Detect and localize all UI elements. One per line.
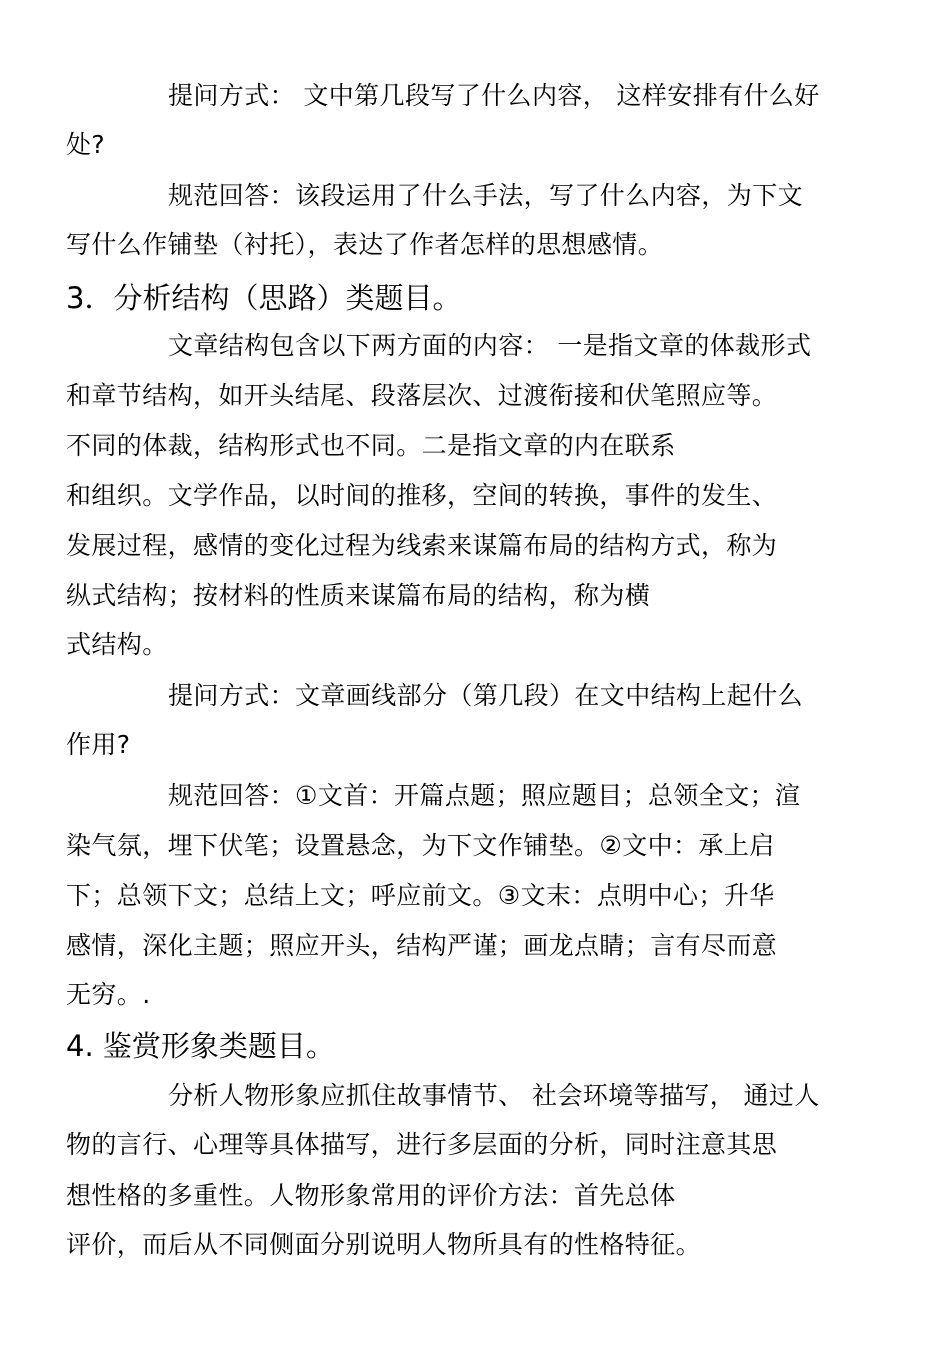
structure-paragraph-line-2: 和章节结构，如开头结尾、段落层次、过渡衔接和伏笔照应等。: [66, 381, 778, 410]
structure-question-line-1: 提问方式：文章画线部分（第几段）在文中结构上起什么: [168, 681, 804, 710]
standard-answer-line-2: 写什么作铺垫（衬托），表达了作者怎样的思想感情。: [66, 230, 664, 259]
structure-paragraph-line-3: 不同的体裁，结构形式也不同。二是指文章的内在联系: [66, 431, 676, 460]
standard-answer-line-1: 规范回答：该段运用了什么手法，写了什么内容，为下文: [168, 181, 804, 210]
structure-answer-line-5: 无穷。.: [66, 980, 151, 1009]
question-method-line-1: 提问方式： 文中第几段写了什么内容， 这样安排有什么好: [168, 81, 820, 110]
structure-paragraph-line-5: 发展过程，感情的变化过程为线索来谋篇布局的结构方式，称为: [66, 531, 778, 560]
image-paragraph-line-3: 想性格的多重性。人物形象常用的评价方法：首先总体: [66, 1181, 676, 1210]
section-heading-3: 3．分析结构（思路）类题目。: [66, 281, 462, 315]
structure-answer-line-1: 规范回答：①文首：开篇点题；照应题目；总领全文；渲: [168, 781, 801, 810]
question-method-line-2: 处?: [66, 130, 106, 159]
image-paragraph-line-1: 分析人物形象应抓住故事情节、 社会环境等描写， 通过人: [168, 1081, 820, 1110]
image-paragraph-line-2: 物的言行、心理等具体描写，进行多层面的分析，同时注意其思: [66, 1130, 778, 1159]
structure-question-line-2: 作用?: [66, 730, 131, 759]
structure-answer-line-4: 感情，深化主题；照应开头，结构严谨；画龙点睛；言有尽而意: [66, 931, 778, 960]
structure-paragraph-line-4: 和组织。文学作品，以时间的推移，空间的转换，事件的发生、: [66, 481, 778, 510]
structure-paragraph-line-7: 式结构。: [66, 630, 168, 659]
structure-paragraph-line-6: 纵式结构；按材料的性质来谋篇布局的结构，称为横: [66, 581, 651, 610]
structure-answer-line-2: 染气氛，埋下伏笔；设置悬念，为下文作铺垫。②文中：承上启: [66, 831, 775, 860]
structure-paragraph-line-1: 文章结构包含以下两方面的内容： 一是指文章的体裁形式: [168, 331, 812, 360]
image-paragraph-line-4: 评价，而后从不同侧面分别说明人物所具有的性格特征。: [66, 1230, 702, 1259]
section-heading-4: 4. 鉴赏形象类题目。: [66, 1029, 335, 1063]
structure-answer-line-3: 下；总领下文；总结上文；呼应前文。③文末：点明中心；升华: [66, 881, 775, 910]
